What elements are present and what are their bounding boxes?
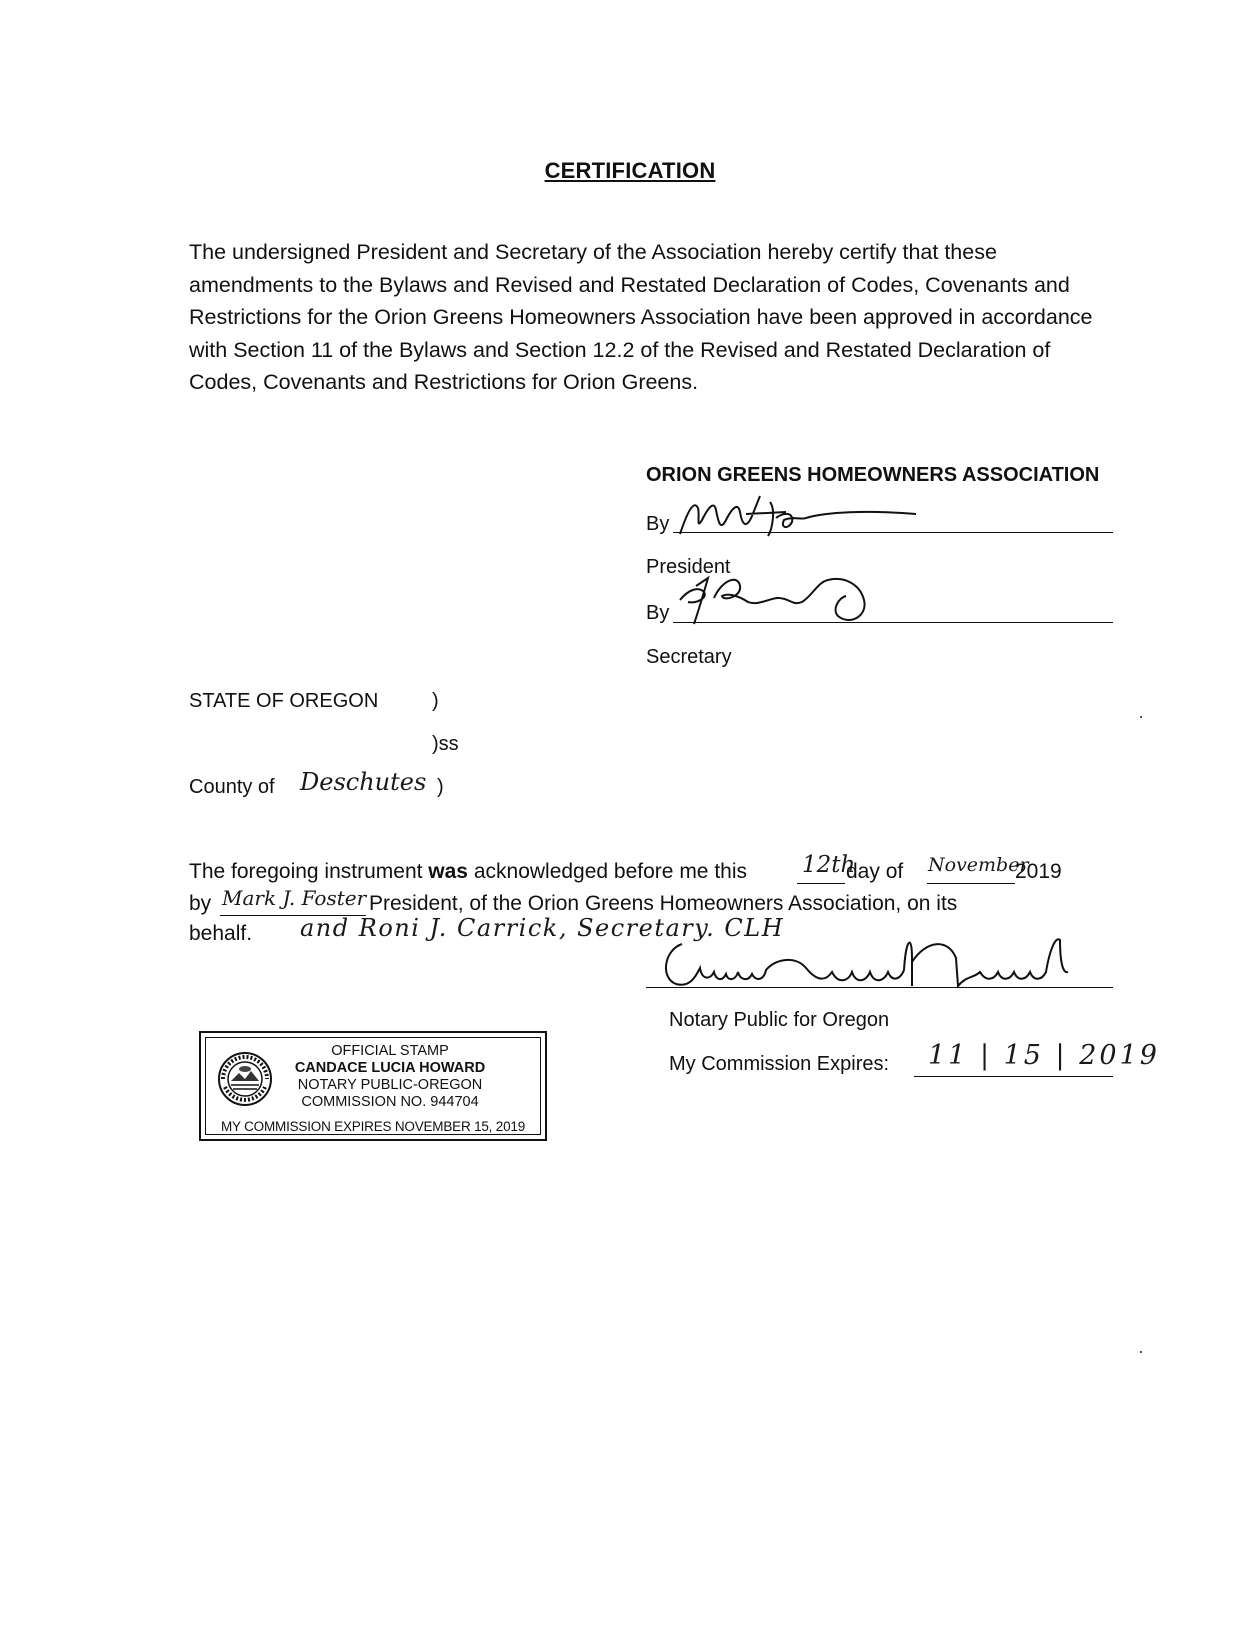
page-title: CERTIFICATION (544, 158, 716, 183)
commission-expires-label: My Commission Expires: (669, 1053, 890, 1075)
venue-state: STATE OF OREGON (189, 690, 379, 712)
by-label-president: By (646, 513, 670, 535)
certification-paragraph: The undersigned President and Secretary of the Association hereby certify that these amendments to the Bylaws and Revised and Restated Declaration of Codes, Covenants and Restrictions for the Orion Greens Homeowners Association have been approved in accordance with Section 11 of the Bylaws and Section 12.2 of the Revised and Restated Declaration of Codes, Covenants and Restrictions for Orion Greens. (189, 240, 1093, 394)
notary-signature (656, 928, 1116, 997)
venue-paren-2: ) (437, 776, 444, 798)
ack-behalf: behalf. (189, 922, 253, 945)
scan-speck (1140, 716, 1142, 718)
month-handwritten: November (928, 854, 1029, 876)
notary-title: Notary Public for Oregon (669, 1009, 890, 1031)
stamp-line-4: COMMISSION NO. 944704 (301, 1094, 479, 1110)
stamp-line-5: MY COMMISSION EXPIRES NOVEMBER 15, 2019 (220, 1119, 526, 1134)
month-line (927, 883, 1015, 884)
venue-paren-1: ) (432, 690, 439, 712)
by-label-secretary: By (646, 602, 670, 624)
secretary-signature (678, 568, 908, 633)
commission-expires-line (914, 1076, 1113, 1077)
stamp-text-block (235, 1043, 545, 1111)
secretary-handwritten-addition: and Roni J. Carrick, Secretary. CLH (300, 914, 785, 942)
venue-ss: )ss (432, 733, 459, 755)
president-signature (676, 490, 976, 545)
ack-year: 2019 (1015, 860, 1062, 883)
stamp-line-3: NOTARY PUBLIC-OREGON (297, 1077, 483, 1093)
ack-line-2: President, of the Orion Greens Homeowners Association, on its (369, 892, 958, 915)
day-line (797, 883, 845, 884)
name-handwritten: Mark J. Foster (222, 886, 367, 910)
stamp-line-1: OFFICIAL STAMP (331, 1043, 449, 1059)
president-title: President (646, 556, 731, 578)
ack-line-1: The foregoing instrument was acknowledged before me this (189, 860, 747, 883)
day-handwritten: 12th (802, 852, 856, 878)
official-notary-stamp (199, 1031, 547, 1141)
secretary-title: Secretary (646, 646, 732, 668)
venue-county-label: County of (189, 776, 275, 798)
county-handwritten: Deschutes (300, 768, 427, 796)
ack-by: by (189, 892, 212, 915)
stamp-line-2: CANDACE LUCIA HOWARD (294, 1060, 486, 1076)
ack-day-of: day of (846, 860, 904, 883)
scan-speck (1140, 1351, 1142, 1353)
association-name: ORION GREENS HOMEOWNERS ASSOCIATION (646, 464, 1100, 486)
commission-expires-handwritten: 11 | 15 | 2019 (928, 1040, 1160, 1071)
